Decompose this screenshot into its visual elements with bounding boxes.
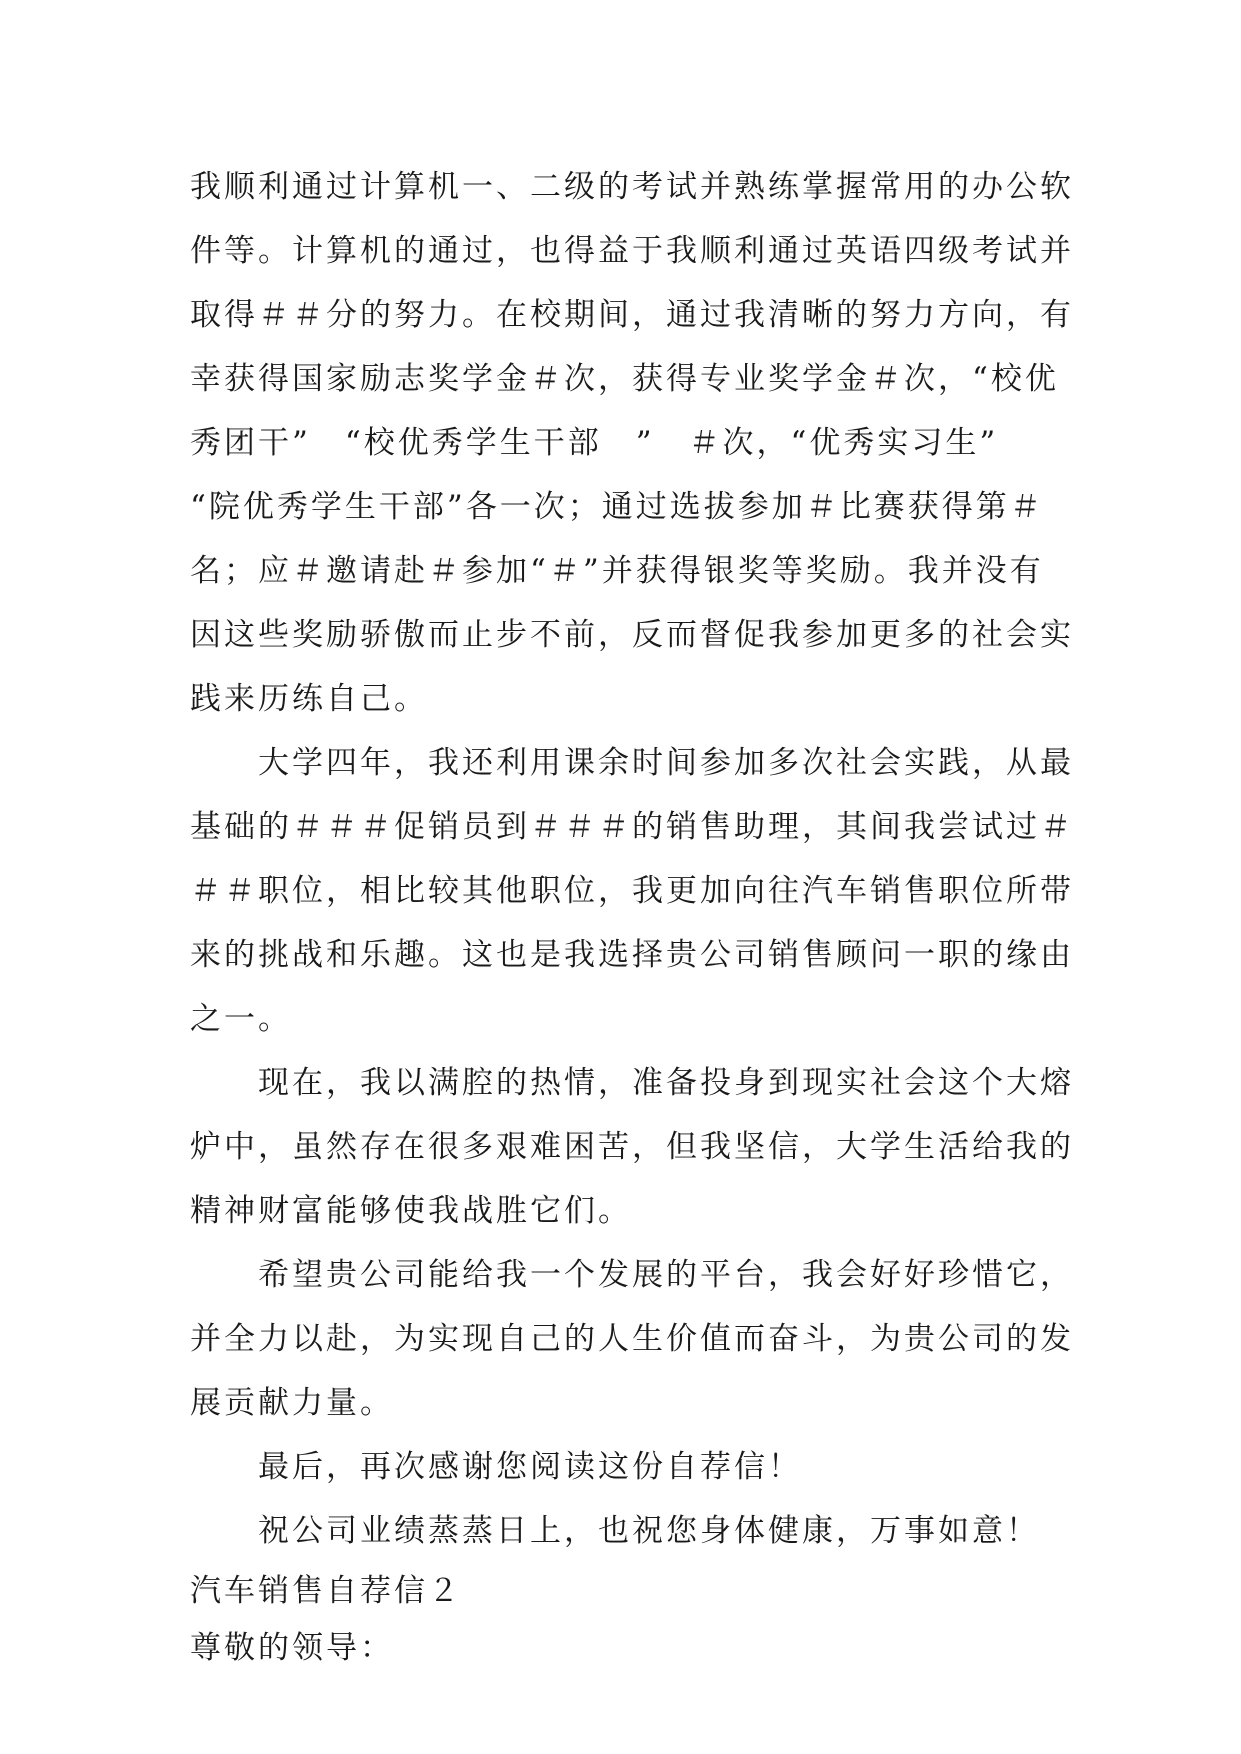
body-text-line: 展贡献力量。 xyxy=(190,1385,394,1421)
body-text-line: 名；应＃邀请赴＃参加“＃”并获得银奖等奖励。我并没有 xyxy=(190,553,1044,589)
body-text-line: 来的挑战和乐趣。这也是我选择贵公司销售顾问一职的缘由 xyxy=(190,937,1074,973)
body-text-line: 幸获得国家励志奖学金＃次，获得专业奖学金＃次，“校优 xyxy=(190,361,1059,397)
body-text-line: 并全力以赴，为实现自己的人生价值而奋斗，为贵公司的发 xyxy=(190,1321,1074,1357)
salutation: 尊敬的领导： xyxy=(190,1630,394,1666)
body-text-line: 基础的＃＃＃促销员到＃＃＃的销售助理，其间我尝试过＃ xyxy=(190,809,1074,845)
paragraph-first-line: 希望贵公司能给我一个发展的平台，我会好好珍惜它， xyxy=(258,1257,1074,1293)
body-text-line: 精神财富能够使我战胜它们。 xyxy=(190,1193,632,1229)
body-text-line: “院优秀学生干部”各一次；通过选拔参加＃比赛获得第＃ xyxy=(190,489,1044,525)
paragraph-first-line: 大学四年，我还利用课余时间参加多次社会实践，从最 xyxy=(258,745,1074,781)
body-text-line: 件等。计算机的通过，也得益于我顺利通过英语四级考试并 xyxy=(190,233,1074,269)
body-text-line: 我顺利通过计算机一、二级的考试并熟练掌握常用的办公软 xyxy=(190,169,1074,205)
body-text-line: 秀团干” “校优秀学生干部 ” ＃次，“优秀实习生” xyxy=(190,425,999,461)
closing-thanks-line: 最后，再次感谢您阅读这份自荐信！ xyxy=(258,1449,802,1485)
body-text-line: 因这些奖励骄傲而止步不前，反而督促我参加更多的社会实 xyxy=(190,617,1074,653)
body-text-line: ＃＃职位，相比较其他职位，我更加向往汽车销售职位所带 xyxy=(190,873,1074,909)
document-body xyxy=(190,155,1074,1677)
closing-wishes-line: 祝公司业绩蒸蒸日上，也祝您身体健康，万事如意！ xyxy=(258,1513,1040,1549)
body-text-line: 之一。 xyxy=(190,1001,292,1037)
body-text-line: 取得＃＃分的努力。在校期间，通过我清晰的努力方向，有 xyxy=(190,297,1074,333)
paragraph-first-line: 现在，我以满腔的热情，准备投身到现实社会这个大熔 xyxy=(258,1065,1074,1101)
body-text-line: 炉中，虽然存在很多艰难困苦，但我坚信，大学生活给我的 xyxy=(190,1129,1074,1165)
body-text-line: 践来历练自己。 xyxy=(190,681,428,717)
section-title: 汽车销售自荐信２ xyxy=(190,1573,462,1609)
